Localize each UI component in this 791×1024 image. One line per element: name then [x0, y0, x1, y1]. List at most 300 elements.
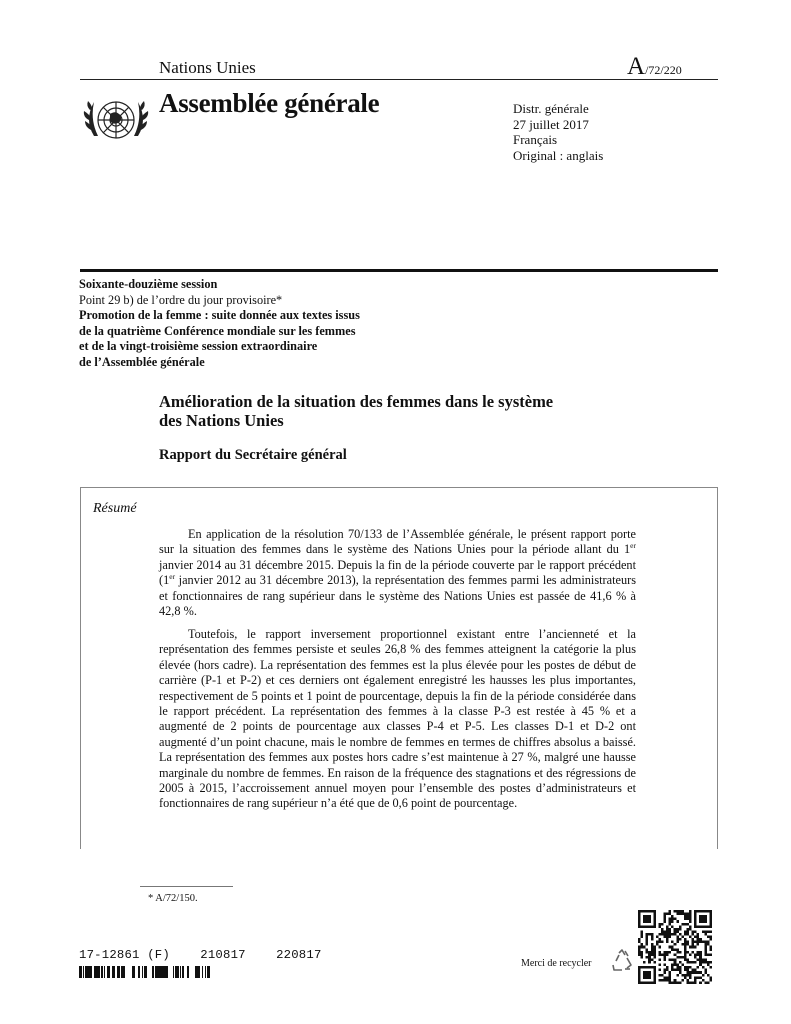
- qr-module: [653, 974, 656, 977]
- qr-module: [676, 948, 679, 951]
- barcode-bar: [182, 966, 184, 978]
- qr-module: [646, 915, 649, 918]
- qr-module: [704, 969, 707, 972]
- qr-module: [694, 976, 697, 979]
- qr-module: [669, 971, 672, 974]
- qr-module: [653, 951, 656, 954]
- qr-module: [694, 915, 697, 918]
- qr-module: [679, 925, 682, 928]
- qr-module: [689, 913, 692, 916]
- barcode-bar: [163, 966, 164, 978]
- header-rule: [80, 79, 718, 80]
- qr-module: [641, 930, 644, 933]
- qr-module: [704, 961, 707, 964]
- qr-module: [689, 974, 692, 977]
- qr-module: [686, 943, 689, 946]
- qr-module: [697, 933, 700, 936]
- qr-module: [694, 979, 697, 982]
- qr-module: [674, 958, 677, 961]
- qr-module: [692, 930, 695, 933]
- qr-module: [666, 969, 669, 972]
- qr-module: [651, 943, 654, 946]
- qr-module: [686, 974, 689, 977]
- qr-module: [681, 943, 684, 946]
- barcode-bar: [195, 966, 196, 978]
- qr-module: [681, 936, 684, 939]
- qr-module: [664, 979, 667, 982]
- qr-module: [666, 936, 669, 939]
- qr-module: [638, 925, 641, 928]
- barcode-bar: [132, 966, 133, 978]
- qr-module: [709, 923, 712, 926]
- qr-module: [689, 981, 692, 984]
- barcode-bar: [167, 966, 168, 978]
- barcode-bar: [161, 966, 163, 978]
- barcode-bar: [142, 966, 143, 978]
- qr-module: [648, 953, 651, 956]
- qr-module: [684, 941, 687, 944]
- qr-module: [704, 948, 707, 951]
- qr-module: [664, 920, 667, 923]
- qr-module: [692, 943, 695, 946]
- qr-module: [679, 961, 682, 964]
- qr-module: [697, 936, 700, 939]
- barcode-bar: [122, 966, 123, 978]
- qr-module: [648, 976, 651, 979]
- qr-module: [658, 941, 661, 944]
- qr-module: [699, 951, 702, 954]
- qr-module: [648, 951, 651, 954]
- qr-module: [671, 915, 674, 918]
- qr-module: [699, 941, 702, 944]
- qr-module: [661, 923, 664, 926]
- qr-module: [671, 920, 674, 923]
- recycle-icon: [609, 948, 635, 974]
- qr-module: [646, 943, 649, 946]
- qr-module: [702, 930, 705, 933]
- qr-module: [709, 946, 712, 949]
- qr-module: [686, 915, 689, 918]
- qr-module: [679, 956, 682, 959]
- qr-module: [641, 953, 644, 956]
- qr-module: [646, 948, 649, 951]
- qr-module: [684, 938, 687, 941]
- qr-module: [707, 930, 710, 933]
- qr-module: [664, 953, 667, 956]
- qr-module: [694, 953, 697, 956]
- qr-module: [643, 961, 646, 964]
- qr-module: [658, 953, 661, 956]
- qr-module: [648, 974, 651, 977]
- qr-module: [699, 918, 702, 921]
- qr-module: [684, 946, 687, 949]
- qr-module: [676, 974, 679, 977]
- qr-module: [689, 946, 692, 949]
- qr-module: [692, 961, 695, 964]
- qr-module: [684, 915, 687, 918]
- qr-module: [641, 943, 644, 946]
- qr-module: [658, 925, 661, 928]
- barcode-bar: [160, 966, 161, 978]
- session-block: [79, 277, 360, 371]
- qr-module: [653, 981, 656, 984]
- qr-module: [679, 971, 682, 974]
- qr-module: [656, 936, 659, 939]
- job-number: 17-12861 (F) 210817 220817: [79, 948, 322, 962]
- barcode-bar: [159, 966, 160, 978]
- qr-module: [671, 966, 674, 969]
- qr-module: [694, 969, 697, 972]
- qr-module: [653, 920, 656, 923]
- qr-module: [681, 910, 684, 913]
- qr-module: [704, 918, 707, 921]
- qr-module: [692, 938, 695, 941]
- qr-module: [653, 925, 656, 928]
- qr-module: [671, 946, 674, 949]
- qr-module: [679, 951, 682, 954]
- qr-module: [653, 948, 656, 951]
- distribution-date: 27 juillet 2017: [513, 116, 589, 132]
- qr-module: [638, 948, 641, 951]
- qr-module: [646, 966, 649, 969]
- qr-module: [648, 981, 651, 984]
- agenda-item: Point 29 b) de l’ordre du jour provisoire*: [79, 292, 283, 307]
- qr-module: [666, 966, 669, 969]
- qr-module: [661, 941, 664, 944]
- qr-module: [658, 979, 661, 982]
- qr-module: [704, 920, 707, 923]
- qr-module: [651, 933, 654, 936]
- barcode-bar: [97, 966, 98, 978]
- qr-module: [638, 976, 641, 979]
- qr-module: [638, 920, 641, 923]
- qr-module: [676, 920, 679, 923]
- summary-paragraph-2: Toutefois, le rapport inversement proportionnel existant entre l’ancienneté et la représentation des femmes persiste et seules 26,8 % des femmes atteignent la catégorie la plus élevée (hors cadre). La représentation des femmes est la plus élevée pour les postes de début de carrière (P-1 et P-2) et ces derniers ont également enregistré les hausses les plus importantes, respectivement de 5 points et 1 point de pourcentage, depuis la fin de la période considérée dans le rapport précédent. La représentation des femmes à la classe P-3 est restée à 45 % et a augmenté de 2 points de pourcentage aux classes P-4 et P-5. Les classes D-1 et D-2 ont augmenté d’un point chacune, mais le nombre de femmes en termes de chiffres absolus a baissé. La représentation des femmes aux postes hors cadre s’est maintenue à 27 %, malgré une hausse marginale du nombre de femmes. En raison de la fréquence des stagnations et des régressions de 2005 à 2015, l’accroissement annuel moyen pour l’ensemble des postes d’administrateurs et fonctionnaires de rang supérieur n’a été que de 0,6 point de pourcentage.: [159, 627, 636, 811]
- qr-module: [671, 964, 674, 967]
- qr-module: [692, 971, 695, 974]
- qr-module: [676, 928, 679, 931]
- qr-module: [646, 971, 649, 974]
- qr-module: [666, 951, 669, 954]
- qr-module: [641, 966, 644, 969]
- qr-module: [689, 976, 692, 979]
- qr-module: [641, 981, 644, 984]
- qr-module: [699, 964, 702, 967]
- barcode-bar: [153, 966, 154, 978]
- qr-module: [671, 958, 674, 961]
- qr-module: [679, 938, 682, 941]
- qr-module: [676, 941, 679, 944]
- barcode-bar: [108, 966, 110, 978]
- report-by: Rapport du Secrétaire général: [159, 447, 347, 463]
- qr-module: [658, 946, 661, 949]
- qr-module: [697, 943, 700, 946]
- qr-module: [697, 910, 700, 913]
- qr-module: [674, 943, 677, 946]
- qr-module: [653, 946, 656, 949]
- barcode-bar: [107, 966, 108, 978]
- qr-module: [666, 979, 669, 982]
- qr-module: [651, 958, 654, 961]
- qr-module: [658, 951, 661, 954]
- barcode-bar: [119, 966, 120, 978]
- qr-module: [676, 956, 679, 959]
- qr-module: [674, 961, 677, 964]
- qr-module: [643, 974, 646, 977]
- qr-module: [684, 913, 687, 916]
- qr-module: [676, 938, 679, 941]
- qr-module: [648, 966, 651, 969]
- qr-module: [697, 925, 700, 928]
- qr-module: [692, 946, 695, 949]
- qr-module: [638, 979, 641, 982]
- barcode-bar: [198, 966, 200, 978]
- qr-module: [666, 930, 669, 933]
- barcode-bar: [178, 966, 179, 978]
- qr-module: [658, 964, 661, 967]
- qr-module: [694, 946, 697, 949]
- barcode-bar: [196, 966, 198, 978]
- qr-module: [679, 910, 682, 913]
- qr-module: [686, 958, 689, 961]
- qr-module: [638, 923, 641, 926]
- qr-module: [646, 920, 649, 923]
- qr-module: [674, 979, 677, 982]
- qr-module: [681, 923, 684, 926]
- qr-module: [671, 933, 674, 936]
- barcode-bar: [113, 966, 114, 978]
- qr-module: [651, 936, 654, 939]
- qr-module: [669, 933, 672, 936]
- qr-module: [653, 953, 656, 956]
- qr-module: [669, 936, 672, 939]
- qr-module: [686, 969, 689, 972]
- qr-module: [686, 923, 689, 926]
- qr-module: [674, 910, 677, 913]
- qr-module: [651, 951, 654, 954]
- recycle-label: Merci de recycler: [521, 958, 592, 969]
- qr-module: [709, 910, 712, 913]
- barcode-bar: [98, 966, 100, 978]
- qr-module: [707, 964, 710, 967]
- qr-module: [694, 920, 697, 923]
- qr-module: [653, 956, 656, 959]
- barcode-bar: [158, 966, 159, 978]
- qr-module: [653, 976, 656, 979]
- qr-module: [697, 941, 700, 944]
- qr-module: [686, 951, 689, 954]
- qr-module: [709, 979, 712, 982]
- qr-module: [707, 981, 710, 984]
- qr-module: [689, 953, 692, 956]
- ordinal-superscript: er: [169, 572, 176, 582]
- qr-module: [704, 953, 707, 956]
- qr-module: [646, 925, 649, 928]
- qr-module: [686, 928, 689, 931]
- agenda-title-line: Promotion de la femme : suite donnée aux textes issus: [79, 308, 360, 323]
- qr-module: [664, 958, 667, 961]
- qr-module: [709, 953, 712, 956]
- qr-module: [643, 925, 646, 928]
- qr-module: [646, 976, 649, 979]
- qr-module: [664, 971, 667, 974]
- qr-module: [689, 961, 692, 964]
- qr-module: [669, 979, 672, 982]
- barcode-bar: [114, 966, 115, 978]
- barcode-bar: [207, 966, 209, 978]
- qr-module: [681, 974, 684, 977]
- qr-module: [694, 936, 697, 939]
- barcode-bar: [187, 966, 189, 978]
- qr-module: [638, 953, 641, 956]
- qr-module: [681, 913, 684, 916]
- qr-module: [669, 946, 672, 949]
- qr-module: [704, 910, 707, 913]
- qr-module: [699, 910, 702, 913]
- barcode-bar: [117, 966, 119, 978]
- summary-text: janvier 2014 au 31 décembre 2015. Depuis la fin de la période couverte par le rapport précédent (1: [159, 557, 636, 588]
- qr-module: [704, 925, 707, 928]
- qr-module: [686, 966, 689, 969]
- qr-module: [702, 918, 705, 921]
- barcode-bar: [102, 966, 103, 978]
- qr-module: [679, 969, 682, 972]
- qr-module: [666, 938, 669, 941]
- qr-module: [704, 941, 707, 944]
- qr-module: [638, 969, 641, 972]
- summary-text: janvier 2012 au 31 décembre 2013), la représentation des femmes parmi les administrateurs et fonctionnaires de rang supérieur dans le système des Nations Unies est passée de 41,6 % à 42,8 %.: [159, 573, 636, 619]
- qr-module: [676, 951, 679, 954]
- barcode-bar: [123, 966, 125, 978]
- barcode: [79, 966, 210, 978]
- qr-module: [676, 930, 679, 933]
- agenda-title-line: de l’Assemblée générale: [79, 354, 205, 369]
- symbol-number: /72/220: [645, 63, 682, 77]
- qr-module: [684, 930, 687, 933]
- qr-module: [689, 971, 692, 974]
- qr-module: [664, 913, 667, 916]
- qr-module: [704, 981, 707, 984]
- barcode-bar: [121, 966, 122, 978]
- qr-module: [694, 925, 697, 928]
- qr-module: [689, 936, 692, 939]
- qr-module: [707, 953, 710, 956]
- qr-module: [684, 948, 687, 951]
- qr-module: [641, 910, 644, 913]
- qr-module: [653, 923, 656, 926]
- ordinal-superscript: er: [630, 541, 636, 551]
- qr-module: [664, 951, 667, 954]
- qr-module: [689, 925, 692, 928]
- qr-module: [658, 938, 661, 941]
- qr-module: [704, 943, 707, 946]
- qr-module: [694, 971, 697, 974]
- qr-module: [709, 930, 712, 933]
- distribution-language: Français: [513, 132, 558, 147]
- qr-module: [651, 925, 654, 928]
- qr-module: [658, 974, 661, 977]
- qr-module: [638, 981, 641, 984]
- qr-module: [643, 920, 646, 923]
- qr-module: [707, 941, 710, 944]
- qr-module: [679, 981, 682, 984]
- qr-module: [707, 943, 710, 946]
- qr-module: [702, 958, 705, 961]
- qr-module: [684, 918, 687, 921]
- qr-module: [692, 981, 695, 984]
- qr-module: [669, 974, 672, 977]
- qr-module: [643, 971, 646, 974]
- qr-module: [676, 936, 679, 939]
- distribution-type: Distr. générale: [513, 101, 589, 116]
- qr-module: [648, 920, 651, 923]
- qr-module: [666, 933, 669, 936]
- barcode-bar: [177, 966, 178, 978]
- qr-module: [699, 915, 702, 918]
- summary-heading: Résumé: [93, 501, 137, 516]
- qr-module: [664, 915, 667, 918]
- qr-module: [699, 920, 702, 923]
- qr-module: [656, 941, 659, 944]
- barcode-bar: [95, 966, 97, 978]
- qr-module: [669, 918, 672, 921]
- barcode-bar: [164, 966, 166, 978]
- qr-module: [692, 941, 695, 944]
- qr-module: [638, 971, 641, 974]
- qr-module: [646, 938, 649, 941]
- qr-module: [674, 948, 677, 951]
- qr-module: [653, 961, 656, 964]
- qr-module: [704, 915, 707, 918]
- qr-module: [694, 918, 697, 921]
- qr-module: [666, 953, 669, 956]
- qr-module: [686, 913, 689, 916]
- qr-module: [684, 933, 687, 936]
- qr-module: [669, 920, 672, 923]
- qr-module: [671, 969, 674, 972]
- qr-module: [684, 958, 687, 961]
- qr-module: [702, 920, 705, 923]
- qr-module: [669, 930, 672, 933]
- qr-module: [648, 910, 651, 913]
- barcode-bar: [88, 966, 90, 978]
- qr-module: [697, 976, 700, 979]
- qr-module: [664, 969, 667, 972]
- qr-module: [689, 910, 692, 913]
- qr-module: [648, 956, 651, 959]
- qr-module: [666, 976, 669, 979]
- qr-module: [664, 930, 667, 933]
- qr-module: [684, 969, 687, 972]
- qr-module: [694, 923, 697, 926]
- qr-module: [679, 933, 682, 936]
- qr-module: [697, 953, 700, 956]
- qr-module: [709, 920, 712, 923]
- qr-module: [651, 946, 654, 949]
- qr-module: [643, 981, 646, 984]
- qr-module: [661, 974, 664, 977]
- qr-module: [674, 930, 677, 933]
- qr-module: [646, 936, 649, 939]
- qr-module: [653, 969, 656, 972]
- barcode-bar: [79, 966, 80, 978]
- qr-module: [648, 918, 651, 921]
- barcode-bar: [134, 966, 135, 978]
- qr-code: [638, 910, 712, 984]
- barcode-bar: [85, 966, 87, 978]
- qr-module: [704, 933, 707, 936]
- qr-module: [638, 946, 641, 949]
